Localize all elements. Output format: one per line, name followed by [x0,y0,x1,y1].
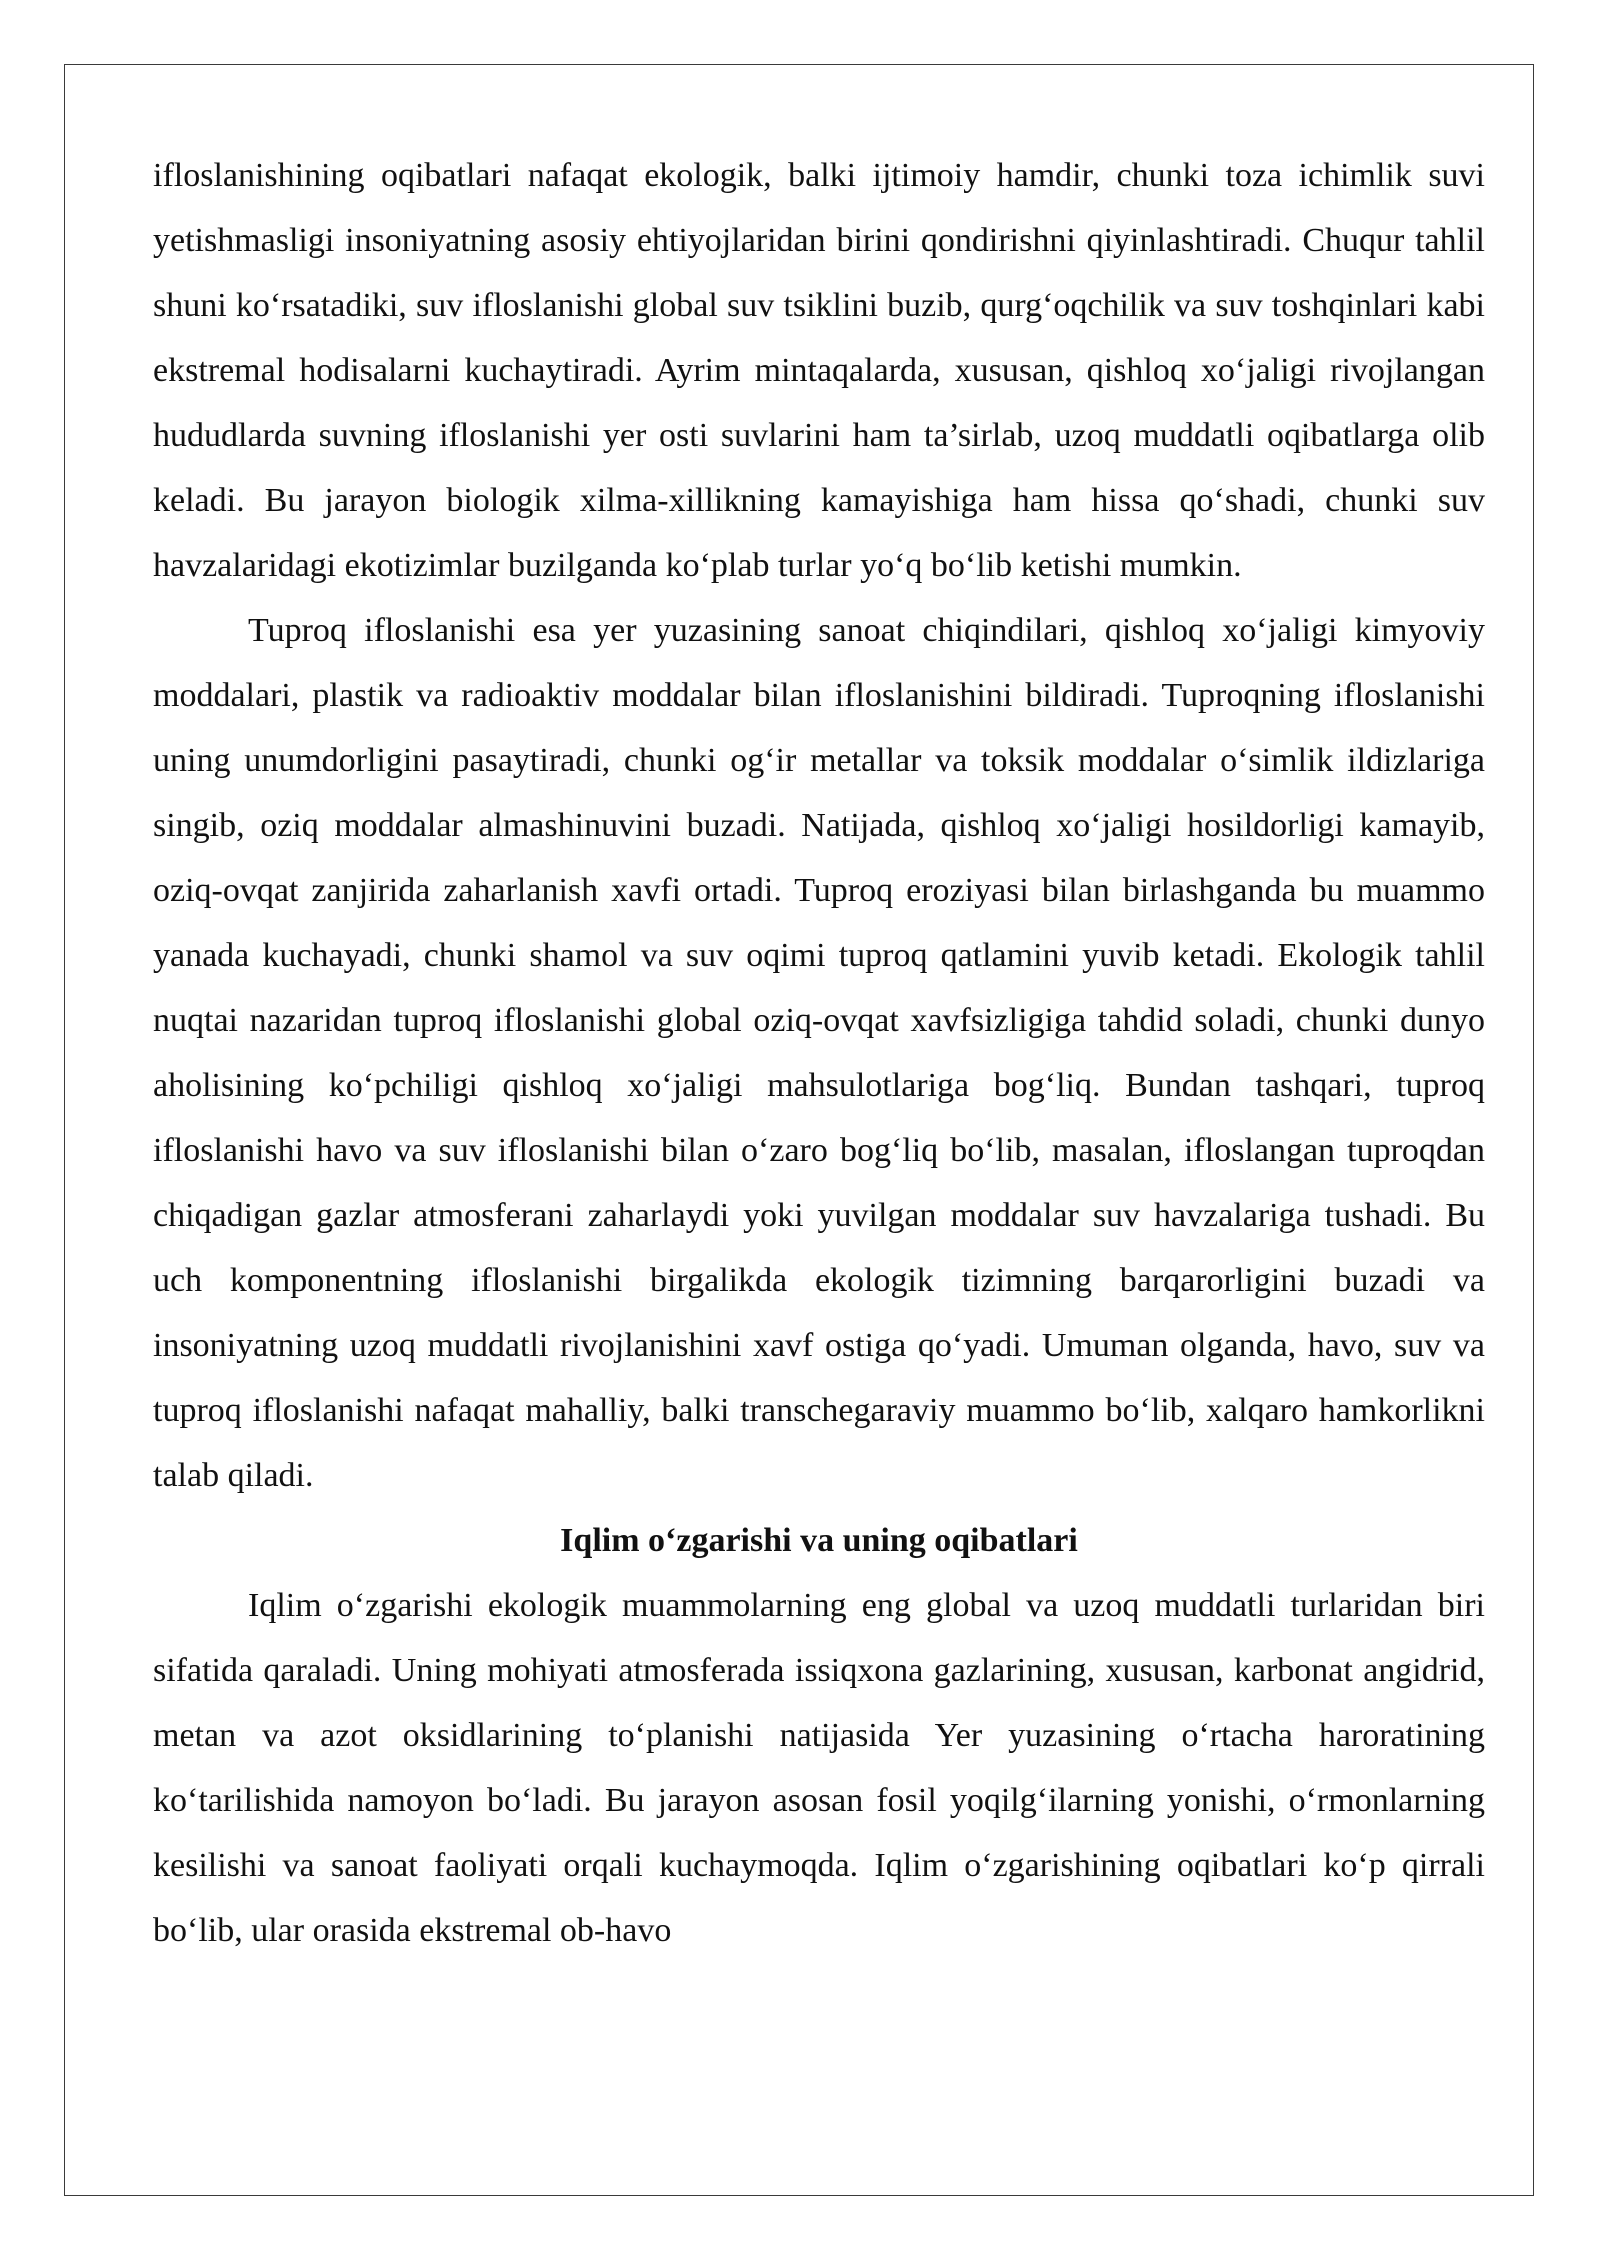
paragraph-climate-change: Iqlim o‘zgarishi ekologik muammolarning eng global va uzoq muddatli turlaridan biri sifatida qaraladi. Uning mohiyati atmosferada issiqxona gazlarining, xususan, karbonat angidrid, metan va azot oksidlarining to‘planishi natijasida Yer yuzasining o‘rtacha haroratining ko‘tarilishida namoyon bo‘ladi. Bu jarayon asosan fosil yoqilg‘ilarning yonishi, o‘rmonlarning kesilishi va sanoat faoliyati orqali kuchaymoqda. Iqlim o‘zgarishining oqibatlari ko‘p qirrali bo‘lib, ular orasida ekstremal ob-havo [153,1587,1485,1949]
document-body [153,143,1485,1963]
section-heading-climate-change: Iqlim o‘zgarishi va uning oqibatlari [560,1522,1078,1559]
paragraph-soil-pollution: Tuproq ifloslanishi esa yer yuzasining sanoat chiqindilari, qishloq xo‘jaligi kimyoviy moddalari, plastik va radioaktiv moddalar bilan ifloslanishini bildiradi. Tuproqning ifloslanishi uning unumdorligini pasaytiradi, chunki og‘ir metallar va toksik moddalar o‘simlik ildizlariga singib, oziq moddalar almashinuvini buzadi. Natijada, qishloq xo‘jaligi hosildorligi kamayib, oziq-ovqat zanjirida zaharlanish xavfi ortadi. Tuproq eroziyasi bilan birlashganda bu muammo yanada kuchayadi, chunki shamol va suv oqimi tuproq qatlamini yuvib ketadi. Ekologik tahlil nuqtai nazaridan tuproq ifloslanishi global oziq-ovqat xavfsizligiga tahdid soladi, chunki dunyo aholisining ko‘pchiligi qishloq xo‘jaligi mahsulotlariga bog‘liq. Bundan tashqari, tuproq ifloslanishi havo va suv ifloslanishi bilan o‘zaro bog‘liq bo‘lib, masalan, ifloslangan tuproqdan chiqadigan gazlar atmosferani zaharlaydi yoki yuvilgan moddalar suv havzalariga tushadi. Bu uch komponentning ifloslanishi birgalikda ekologik tizimning barqarorligini buzadi va insoniyatning uzoq muddatli rivojlanishini xavf ostiga qo‘yadi. Umuman olganda, havo, suv va tuproq ifloslanishi nafaqat mahalliy, balki transchegaraviy muammo bo‘lib, xalqaro hamkorlikni talab qiladi. [153,612,1485,1494]
paragraph-water-pollution-consequences: ifloslanishining oqibatlari nafaqat ekologik, balki ijtimoiy hamdir, chunki toza ichimlik suvi yetishmasligi insoniyatning asosiy ehtiyojlaridan birini qondirishni qiyinlashtiradi. Chuqur tahlil shuni ko‘rsatadiki, suv ifloslanishi global suv tsiklini buzib, qurg‘oqchilik va suv toshqinlari kabi ekstremal hodisalarni kuchaytiradi. Ayrim mintaqalarda, xususan, qishloq xo‘jaligi rivojlangan hududlarda suvning ifloslanishi yer osti suvlarini ham ta’sirlab, uzoq muddatli oqibatlarga olib keladi. Bu jarayon biologik xilma-xillikning kamayishiga ham hissa qo‘shadi, chunki suv havzalaridagi ekotizimlar buzilganda ko‘plab turlar yo‘q bo‘lib ketishi mumkin. [153,157,1485,584]
